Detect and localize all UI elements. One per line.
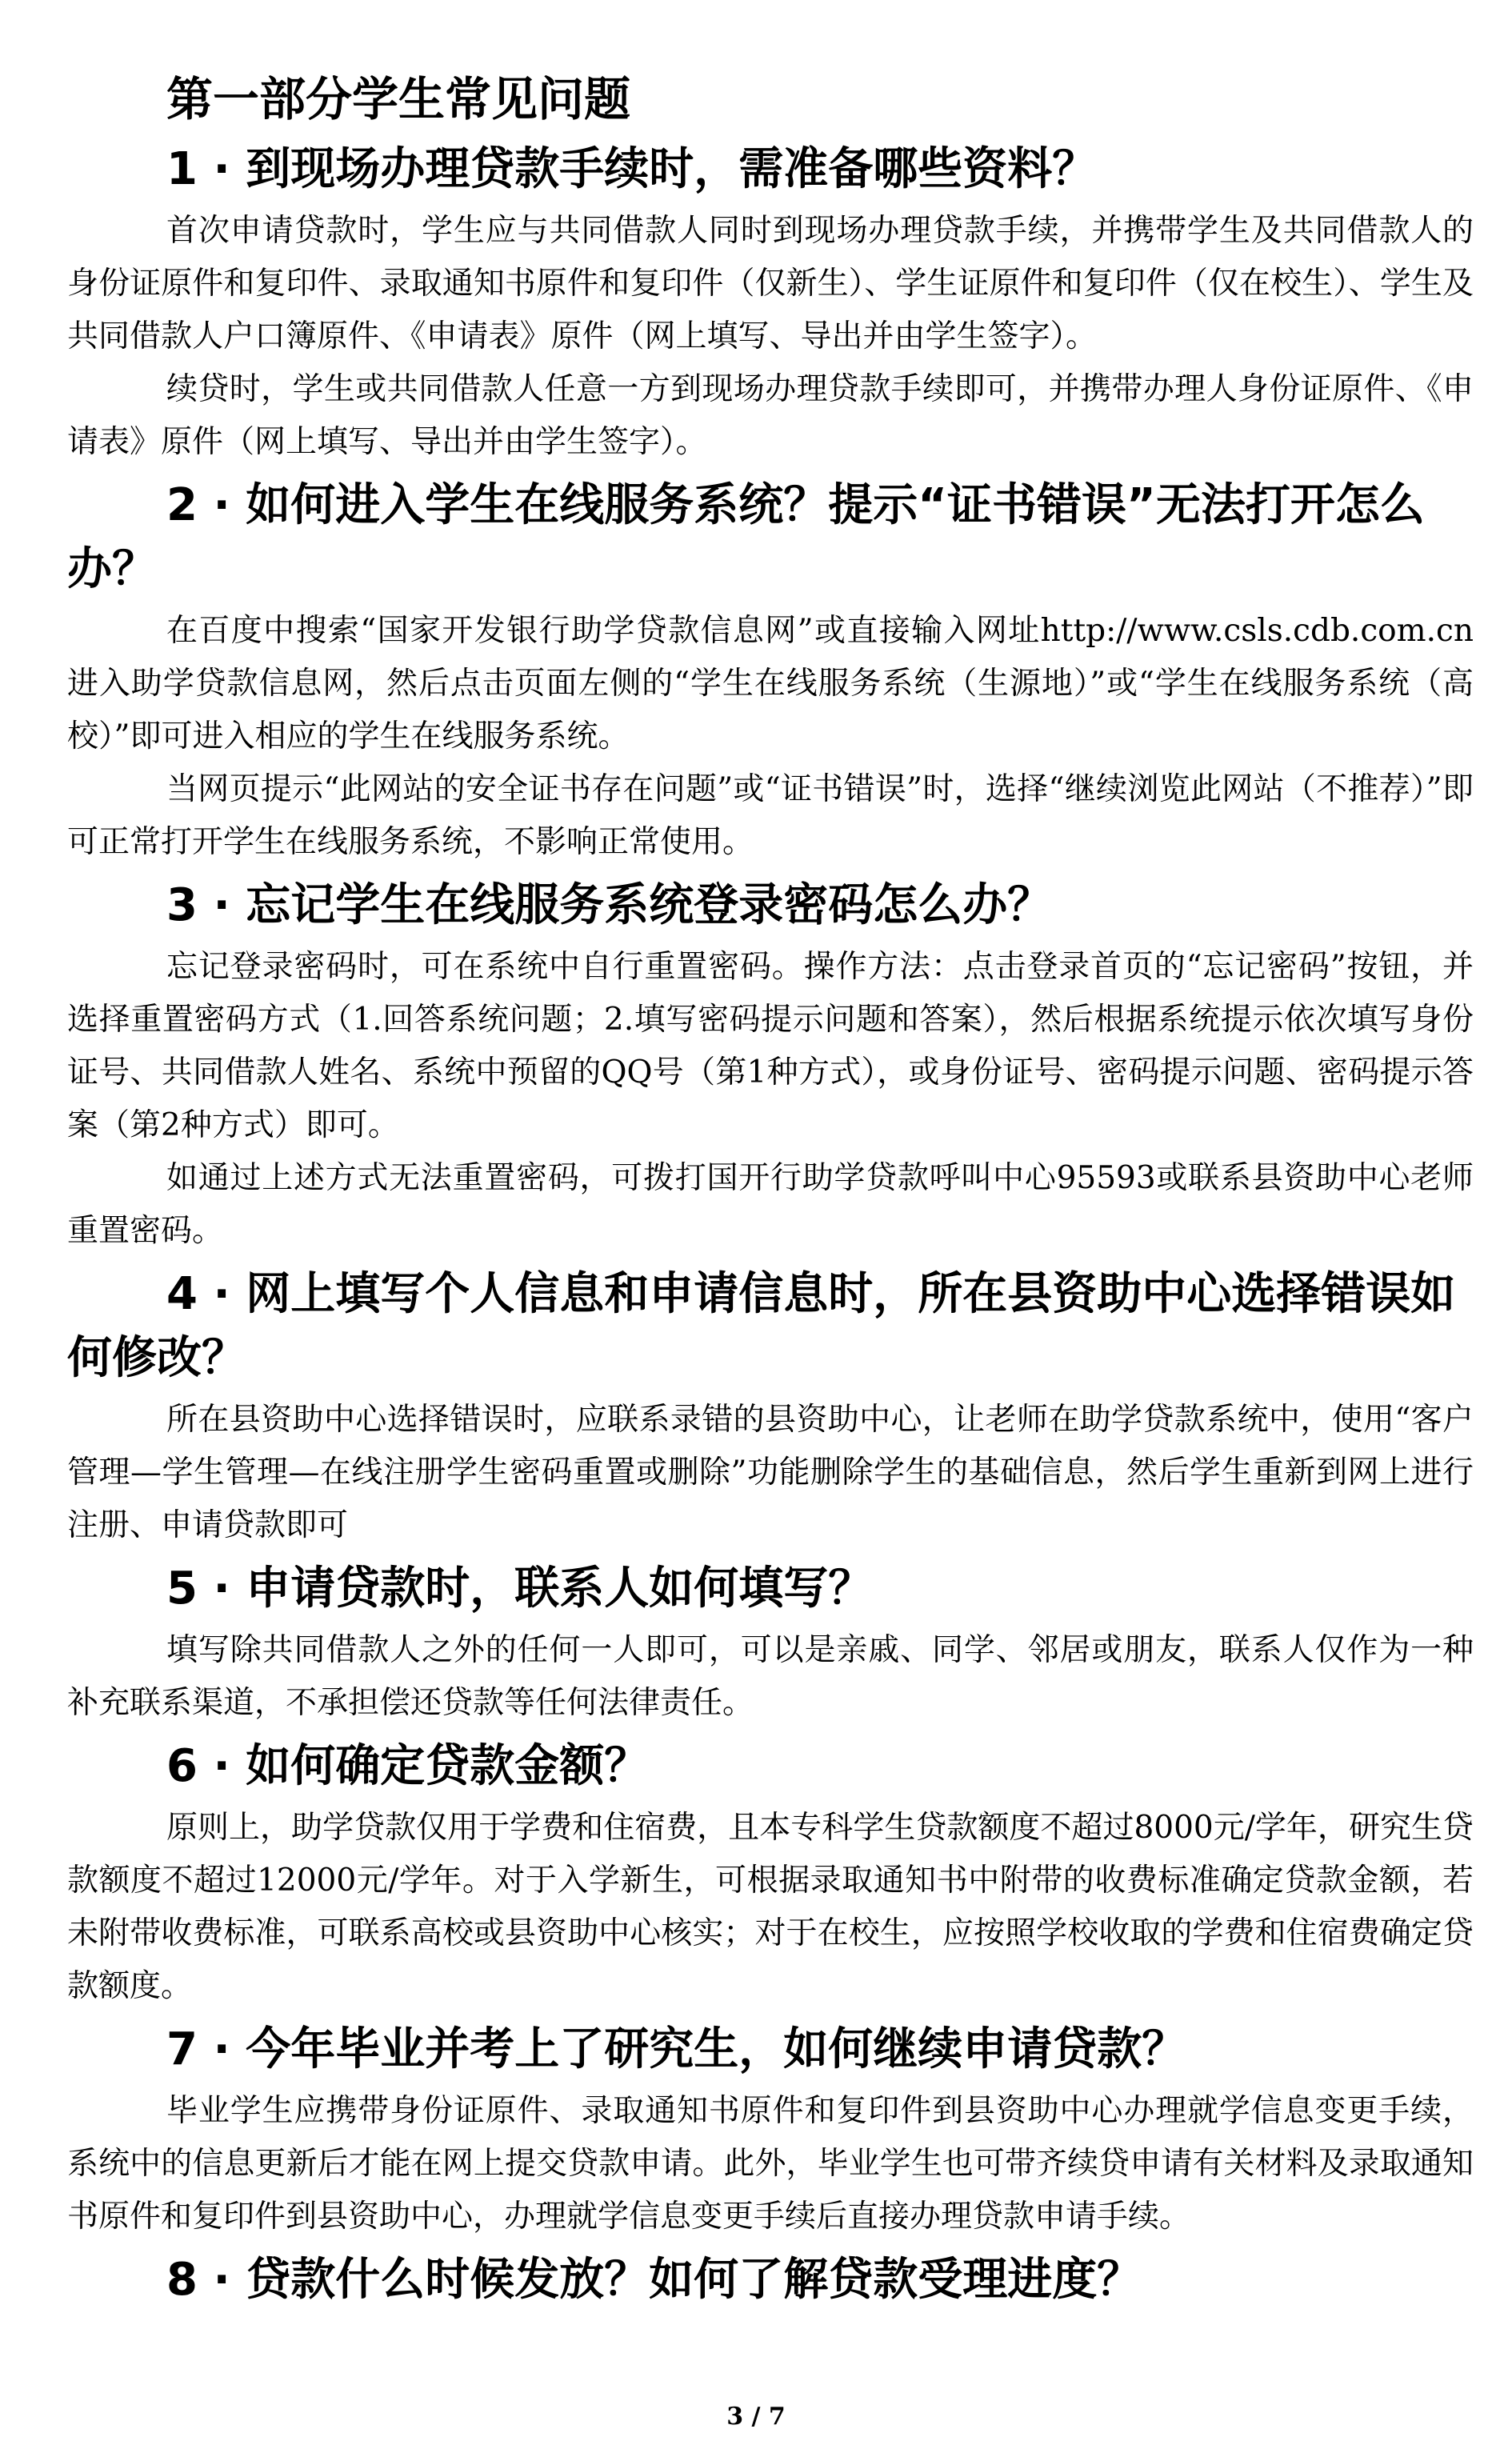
- question-heading: 1 · 到现场办理贷款手续时，需准备哪些资料？: [166, 143, 1098, 195]
- answer-paragraph: 毕业学生应携带身份证原件、录取通知书原件和复印件到县资助中心办理就学信息变更手续，系统中的信息更新后才能在网上提交贷款申请。此外，毕业学生也可带齐续贷申请有关材料及录取通知书原件和复印件到县资助中心，办理就学信息变更手续后直接办理贷款申请手续。: [67, 2093, 1474, 2235]
- document-body: [67, 66, 1474, 2315]
- faq-section-6: [67, 1735, 1474, 2013]
- faq-section-8: [67, 2248, 1474, 2312]
- question-heading: 2 · 如何进入学生在线服务系统？提示“证书错误”无法打开怎么办？: [67, 479, 1425, 595]
- answer-paragraph: 在百度中搜索“国家开发银行助学贷款信息网”或直接输入网址http://www.csls.cdb.com.cn进入助学贷款信息网，然后点击页面左侧的“学生在线服务系统（生源地）”或“学生在线服务系统（高校）”即可进入相应的学生在线服务系统。: [67, 613, 1474, 754]
- question-heading: 6 · 如何确定贷款金额？: [166, 1740, 650, 1792]
- question-heading: 7 · 今年毕业并考上了研究生，如何继续申请贷款？: [166, 2023, 1187, 2075]
- answer-paragraph: 忘记登录密码时，可在系统中自行重置密码。操作方法：点击登录首页的“忘记密码”按钮，并选择重置密码方式（1.回答系统问题；2.填写密码提示问题和答案），然后根据系统提示依次填写身份证号、共同借款人姓名、系统中预留的QQ号（第1种方式），或身份证号、密码提示问题、密码提示答案（第2种方式）即可。: [67, 949, 1474, 1143]
- question-heading: 3 · 忘记学生在线服务系统登录密码怎么办？: [166, 879, 1053, 931]
- answer-paragraph: 当网页提示“此网站的安全证书存在问题”或“证书错误”时，选择“继续浏览此网站（不推荐）”即可正常打开学生在线服务系统，不影响正常使用。: [67, 771, 1474, 860]
- page-number: 3 / 7: [726, 2403, 786, 2431]
- answer-paragraph: 续贷时，学生或共同借款人任意一方到现场办理贷款手续即可，并携带办理人身份证原件、《申请表》原件（网上填写、导出并由学生签字）。: [67, 371, 1474, 460]
- faq-section-4: [67, 1263, 1474, 1552]
- faq-section-5: [67, 1557, 1474, 1730]
- question-heading: 5 · 申请贷款时，联系人如何填写？: [166, 1563, 874, 1615]
- faq-section-3: [67, 874, 1474, 1258]
- answer-paragraph: 所在县资助中心选择错误时，应联系录错的县资助中心，让老师在助学贷款系统中，使用“客户管理—学生管理—在线注册学生密码重置或删除”功能删除学生的基础信息，然后学生重新到网上进行注册、申请贷款即可: [67, 1402, 1474, 1543]
- faq-section-2: [67, 474, 1474, 869]
- answer-paragraph: 如通过上述方式无法重置密码，可拨打国开行助学贷款呼叫中心95593或联系县资助中心老师重置密码。: [67, 1160, 1474, 1249]
- question-heading: 8 · 贷款什么时候发放？如何了解贷款受理进度？: [166, 2254, 1142, 2306]
- answer-paragraph: 原则上，助学贷款仅用于学费和住宿费，且本专科学生贷款额度不超过8000元/学年，研究生贷款额度不超过12000元/学年。对于入学新生，可根据录取通知书中附带的收费标准确定贷款金额，若未附带收费标准，可联系高校或县资助中心核实；对于在校生，应按照学校收取的学费和住宿费确定贷款额度。: [67, 1810, 1474, 2004]
- faq-section-7: [67, 2018, 1474, 2243]
- part-title: 第一部分学生常见问题: [166, 72, 631, 126]
- answer-paragraph: 填写除共同借款人之外的任何一人即可，可以是亲戚、同学、邻居或朋友，联系人仅作为一种补充联系渠道，不承担偿还贷款等任何法律责任。: [67, 1632, 1474, 1721]
- question-heading: 4 · 网上填写个人信息和申请信息时，所在县资助中心选择错误如何修改？: [67, 1268, 1456, 1384]
- faq-section-1: [67, 138, 1474, 469]
- answer-paragraph: 首次申请贷款时，学生应与共同借款人同时到现场办理贷款手续，并携带学生及共同借款人的身份证原件和复印件、录取通知书原件和复印件（仅新生）、学生证原件和复印件（仅在校生）、学生及共同借款人户口簿原件、《申请表》原件（网上填写、导出并由学生签字）。: [67, 213, 1474, 354]
